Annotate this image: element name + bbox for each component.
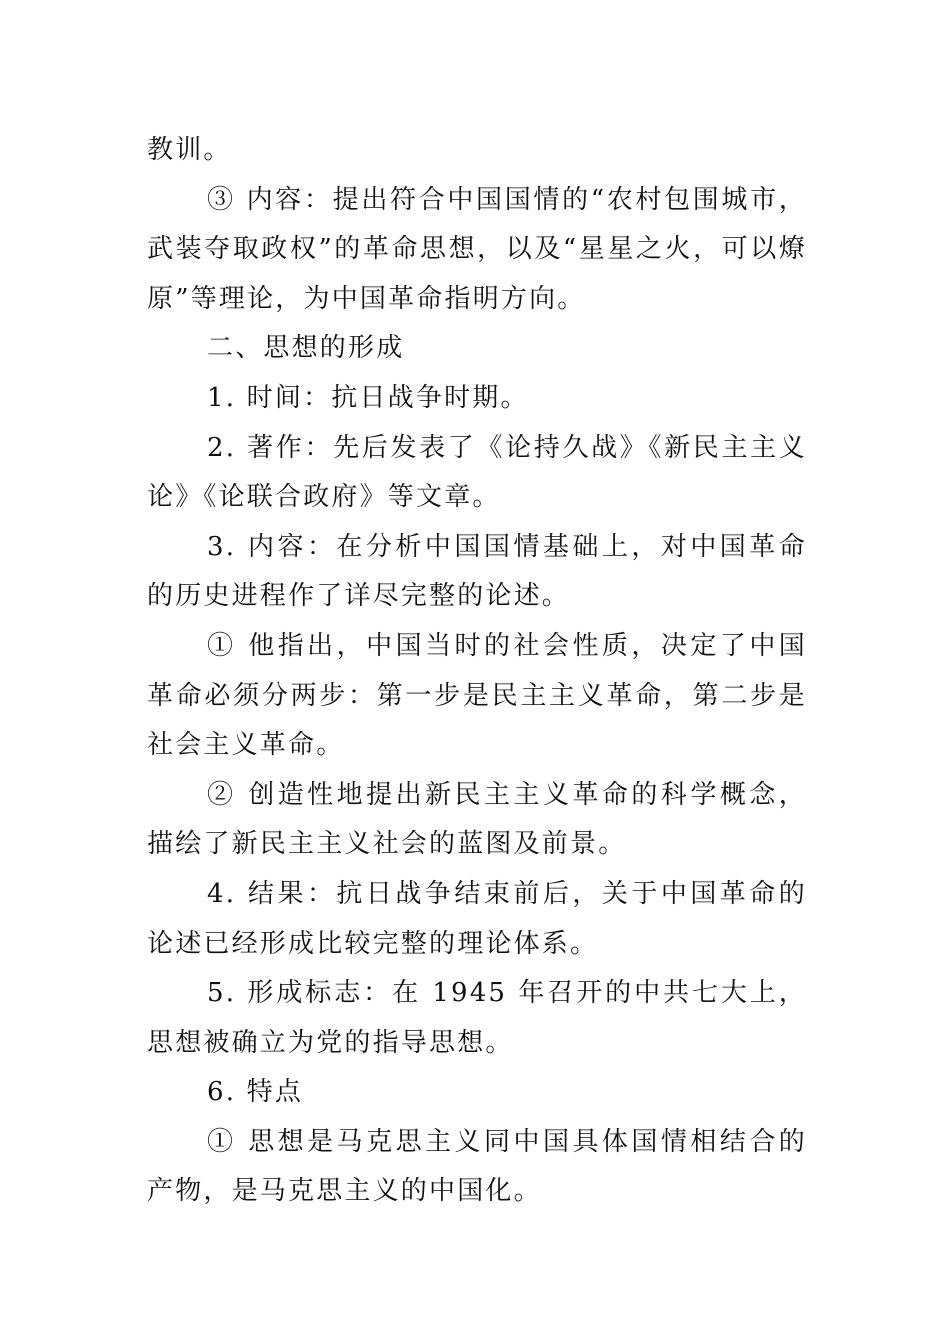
paragraph-features-heading: 6. 特点 [207, 1077, 304, 1108]
paragraph-works: 2. 著作：先后发表了《论持久战》《新民主主义论》《论联合政府》等文章。 [147, 432, 807, 513]
section-heading-formation: 二、思想的形成 [207, 333, 405, 364]
paragraph-point-2: ② 创造性地提出新民主主义革命的科学概念，描绘了新民主主义社会的蓝图及前景。 [147, 779, 807, 860]
paragraph-content-point-3: ③ 内容：提出符合中国国情的“农村包围城市，武装夺取政权”的革命思想，以及“星星之火，可以燎原”等理论，为中国革命指明方向。 [147, 184, 807, 314]
paragraph-time: 1. 时间：抗日战争时期。 [207, 382, 529, 413]
paragraph-point-1: ① 他指出，中国当时的社会性质，决定了中国革命必须分两步：第一步是民主主义革命，第二步是社会主义革命。 [147, 630, 807, 761]
document-body [147, 126, 807, 1217]
paragraph-feature-1: ① 思想是马克思主义同中国具体国情相结合的产物，是马克思主义的中国化。 [147, 1126, 807, 1207]
paragraph-formation-mark: 5. 形成标志：在 1945 年召开的中共七大上，思想被确立为党的指导思想。 [147, 978, 807, 1058]
paragraph-content: 3. 内容：在分析中国国情基础上，对中国革命的历史进程作了详尽完整的论述。 [147, 531, 807, 612]
paragraph-result: 4. 结果：抗日战争结束前后，关于中国革命的论述已经形成比较完整的理论体系。 [147, 878, 807, 959]
paragraph-continuation: 教训。 [147, 135, 232, 165]
